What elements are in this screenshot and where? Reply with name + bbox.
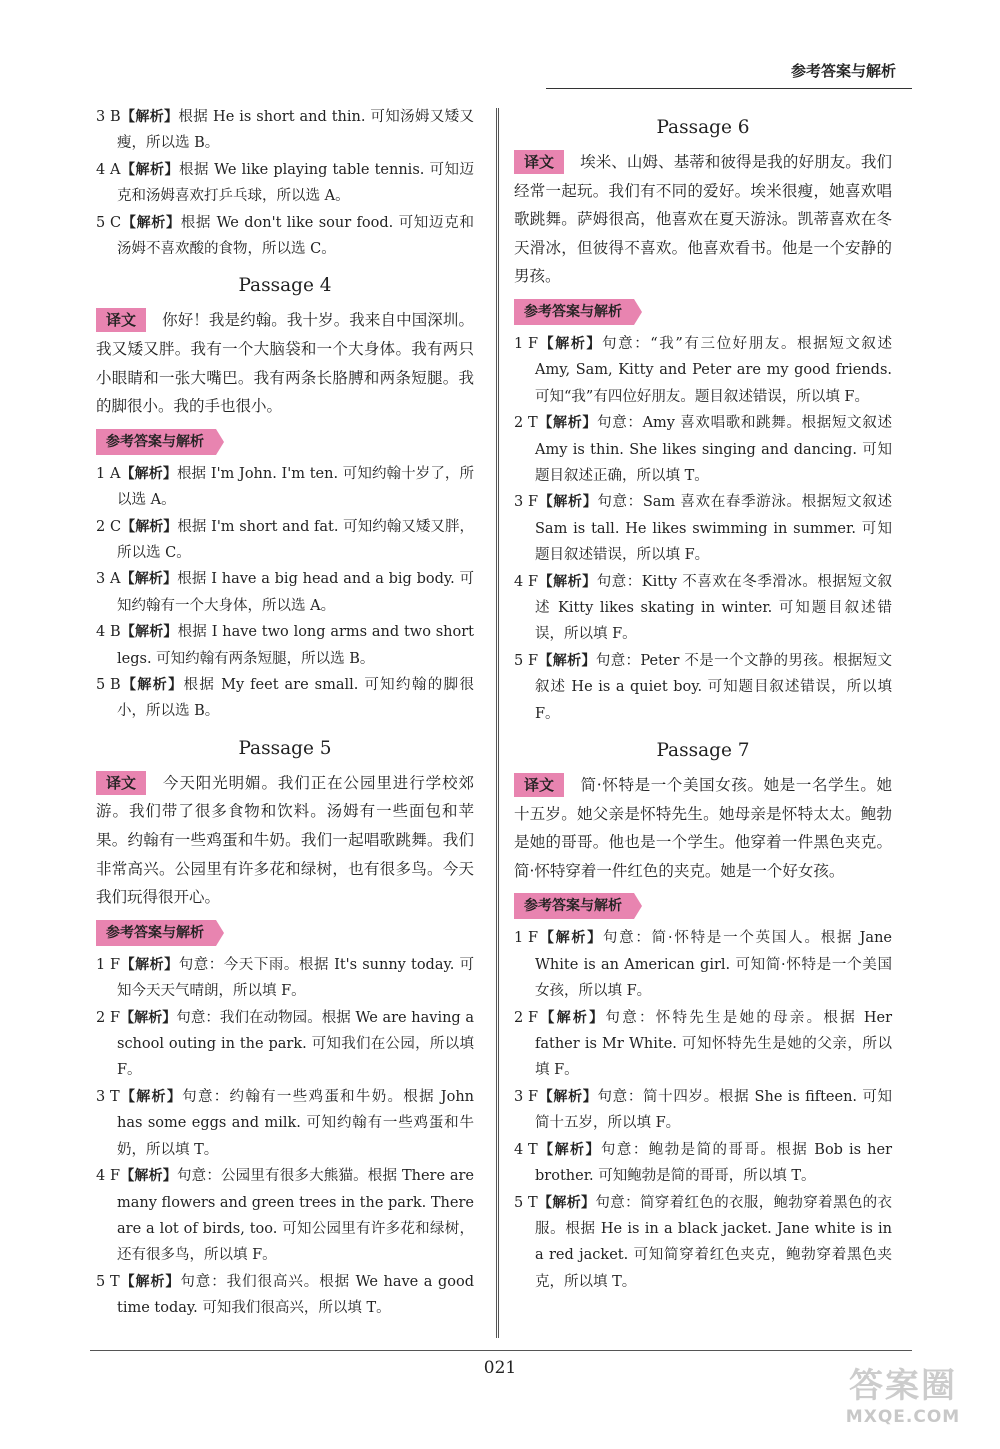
analysis-tag: 【解析】 [537, 1141, 601, 1158]
answer-item [514, 925, 892, 1004]
answers-section-badge: 参考答案与解析 [96, 920, 216, 946]
answer-text: 根据 I have two long arms and two short legs. 可知约翰有两条短腿，所以选 B。 [117, 624, 474, 667]
right-column [514, 104, 892, 1295]
analysis-tag: 【解析】 [119, 1273, 181, 1290]
item-number: 4 [96, 624, 106, 641]
answer-item [96, 461, 474, 514]
translation-text: 今天阳光明媚。我们正在公园里进行学校郊游。我们带了很多食物和饮料。汤姆有一些面包和苹果。约翰有一些鸡蛋和牛奶。我们一起唱歌跳舞。我们非常高兴。公园里有许多花和绿树，也有很多鸟。今天我们玩得很开心。 [96, 773, 474, 907]
answer-text: 句意：Sam 喜欢在春季游泳。根据短文叙述 Sam is tall. He likes swimming in summer. 可知题目叙述错误，所以填 F。 [535, 494, 892, 564]
translation-paragraph [514, 148, 892, 291]
item-number: 3 [96, 1088, 106, 1105]
answer-letter: T [528, 1141, 538, 1158]
answer-text: 句意：简十四岁。根据 She is fifteen. 可知简十五岁，所以填 F。 [535, 1088, 893, 1132]
item-number: 4 [514, 1141, 524, 1158]
answer-letter: F [110, 1009, 121, 1026]
answer-letter: T [110, 1088, 120, 1105]
translation-text: 埃米、山姆、基蒂和彼得是我的好朋友。我们经常一起玩。我们有不同的爱好。埃米很瘦，她喜欢唱歌跳舞。萨姆很高，他喜欢在夏天游泳。凯蒂喜欢在冬天滑冰，但彼得不喜欢。他喜欢看书。他是一个安静的男孩。 [514, 153, 892, 286]
item-number: 3 [96, 109, 106, 125]
analysis-tag: 【解析】 [120, 1168, 177, 1185]
answer-letter: F [528, 335, 539, 352]
analysis-tag: 【解析】 [538, 335, 603, 352]
answer-text: 句意：我们在动物园。根据 We are having a school outing in the park. 可知我们在公园，所以填 F。 [117, 1009, 474, 1079]
answer-letter: A [110, 161, 121, 178]
item-number: 5 [514, 1194, 524, 1211]
answer-item [514, 1137, 892, 1190]
answer-letter: A [110, 465, 121, 482]
watermark-mark: 答案圈 [849, 1366, 957, 1406]
item-number: 2 [514, 415, 524, 432]
item-number: 3 [514, 1088, 524, 1105]
item-number: 5 [96, 677, 106, 694]
answer-letter: F [528, 1009, 539, 1026]
passage-title: Passage 5 [238, 737, 332, 759]
answer-letter: T [528, 415, 538, 432]
answer-item [96, 1269, 474, 1322]
item-number: 4 [514, 573, 524, 590]
analysis-tag: 【解析】 [537, 1194, 596, 1211]
answer-text: 句意：简穿着红色的衣服，鲍勃穿着黑色的衣服。根据 He is in a black jacket. Jane white is in a red jacket. 可知简穿着红色夹克，鲍勃穿着黑色夹克，所以填 T。 [535, 1194, 893, 1290]
answer-item [96, 157, 474, 210]
item-number: 5 [96, 214, 106, 231]
answer-text: 根据 I'm John. I'm ten. 可知约翰十岁了，所以选 A。 [117, 465, 475, 509]
answer-letter: F [528, 494, 539, 511]
answer-item [96, 566, 474, 619]
answer-text: 根据 We don't like sour food. 可知迈克和汤姆不喜欢酸的食物，所以选 C。 [117, 214, 475, 258]
watermark-url: MXQE.COM [845, 1407, 961, 1427]
analysis-tag: 【解析】 [538, 1088, 598, 1105]
item-number: 4 [96, 1168, 106, 1185]
translation-badge: 译文 [514, 150, 564, 174]
answer-item [514, 1190, 892, 1296]
answer-letter: F [528, 1088, 539, 1105]
analysis-tag: 【解析】 [121, 214, 181, 231]
translation-badge: 译文 [514, 773, 564, 797]
answer-text: 句意：怀特先生是她的母亲。根据 Her father is Mr White. 可知怀特先生是她的父亲，所以填 F。 [535, 1009, 893, 1079]
answer-item [96, 952, 474, 1005]
answer-letter: F [528, 573, 539, 590]
answer-item [96, 104, 474, 157]
item-number: 2 [96, 518, 106, 535]
header-rule [546, 88, 912, 89]
answer-letter: T [110, 1273, 120, 1290]
answer-letter: C [110, 214, 122, 231]
answers-section-badge: 参考答案与解析 [96, 429, 216, 455]
footer-rule [90, 1350, 912, 1351]
analysis-tag: 【解析】 [120, 677, 184, 694]
answer-item [96, 210, 474, 263]
analysis-tag: 【解析】 [538, 1009, 606, 1026]
left-column [96, 104, 474, 1322]
item-number: 1 [96, 956, 106, 973]
item-number: 3 [514, 494, 524, 511]
item-number: 1 [96, 465, 106, 482]
watermark-logo [828, 1365, 978, 1443]
analysis-tag: 【解析】 [537, 415, 598, 432]
answer-letter: A [110, 571, 121, 588]
answer-letter: B [110, 624, 121, 641]
answer-item [96, 1084, 474, 1163]
answer-item [96, 619, 474, 672]
passage-title: Passage 6 [656, 117, 750, 138]
answer-text: 句意：约翰有一些鸡蛋和牛奶。根据 John has some eggs and milk. 可知约翰有一些鸡蛋和牛奶，所以填 T。 [117, 1088, 475, 1158]
answers-section-badge: 参考答案与解析 [514, 893, 634, 919]
answer-letter: C [110, 518, 122, 535]
answer-letter: F [528, 930, 539, 947]
answer-text: 句意：鲍勃是简的哥哥。根据 Bob is her brother. 可知鲍勃是简的哥哥，所以填 T。 [535, 1141, 892, 1185]
analysis-tag: 【解析】 [121, 518, 178, 535]
answer-list [96, 952, 474, 1322]
translation-paragraph [514, 771, 892, 885]
answer-item [514, 1005, 892, 1084]
answer-item [514, 331, 892, 410]
answer-text: 句意：我们很高兴。根据 We have a good time today. 可知我们很高兴，所以填 T。 [117, 1273, 474, 1317]
passage-title: Passage 7 [656, 740, 750, 762]
item-number: 3 [96, 571, 106, 588]
analysis-tag: 【解析】 [538, 573, 597, 590]
answer-text: 根据 I have a big head and a big body. 可知约翰有一个大身体，所以选 A。 [117, 571, 474, 614]
answer-item [514, 648, 892, 727]
analysis-tag: 【解析】 [119, 1088, 183, 1105]
analysis-tag: 【解析】 [538, 652, 596, 669]
item-number: 2 [514, 1009, 524, 1026]
answer-letter: F [110, 1168, 121, 1185]
answer-list [514, 331, 892, 727]
analysis-tag: 【解析】 [120, 161, 180, 178]
item-number: 5 [96, 1273, 106, 1290]
item-number: 1 [514, 930, 524, 947]
answer-letter: B [110, 677, 121, 694]
analysis-tag: 【解析】 [120, 109, 179, 125]
analysis-tag: 【解析】 [120, 465, 177, 482]
translation-paragraph [96, 769, 474, 912]
column-divider [496, 108, 499, 1338]
translation-badge: 译文 [96, 771, 146, 795]
item-number: 4 [96, 161, 106, 178]
answer-item [96, 514, 474, 567]
item-number: 5 [514, 652, 524, 669]
answer-item [514, 1084, 892, 1137]
analysis-tag: 【解析】 [120, 956, 179, 973]
page-number: 021 [483, 1358, 517, 1378]
answer-text: 句意：简·怀特是一个英国人。根据 Jane White is an American girl. 可知简·怀特是一个美国女孩，所以填 F。 [535, 930, 892, 1000]
answer-text: 句意：今天下雨。根据 It's sunny today. 可知今天天气晴朗，所以填 F。 [117, 956, 474, 1000]
answer-item [514, 569, 892, 648]
answer-letter: B [110, 109, 121, 125]
answer-text: 句意：Kitty 不喜欢在冬季滑冰。根据短文叙述 Kitty likes skating in winter. 可知题目叙述错误，所以填 F。 [535, 573, 892, 643]
analysis-tag: 【解析】 [120, 624, 178, 641]
answer-text: 句意：Amy 喜欢唱歌和跳舞。根据短文叙述 Amy is thin. She likes singing and dancing. 可知题目叙述正确，所以填 T。 [535, 415, 893, 484]
answer-text: 根据 He is short and thin. 可知汤姆又矮又瘦，所以选 B。 [117, 109, 475, 152]
page-header-title: 参考答案与解析 [790, 62, 896, 80]
analysis-tag: 【解析】 [538, 494, 598, 511]
answer-letter: F [528, 652, 539, 669]
answer-text: 根据 I'm short and fat. 可知约翰又矮又胖，所以选 C。 [117, 518, 475, 562]
translation-paragraph [96, 306, 474, 420]
item-number: 1 [514, 335, 524, 352]
answer-text: 根据 My feet are small. 可知约翰的脚很小，所以选 B。 [117, 677, 474, 720]
answers-section-badge: 参考答案与解析 [514, 299, 634, 325]
answer-letter: F [110, 956, 121, 973]
item-number: 2 [96, 1009, 106, 1026]
passage-title: Passage 4 [238, 275, 332, 297]
answer-item [514, 410, 892, 489]
answer-item [96, 672, 474, 725]
answer-text: 句意：公园里有很多大熊猫。根据 There are many flowers and green trees in the park. There are a lot of birds, too. 可知公园里有许多花和绿树，还有很多鸟，所以填 F。 [117, 1168, 475, 1264]
analysis-tag: 【解析】 [120, 1009, 177, 1026]
answer-item [514, 489, 892, 568]
answer-text: 句意：Peter 不是一个文静的男孩。根据短文叙述 He is a quiet boy. 可知题目叙述错误，所以填 F。 [535, 652, 893, 722]
answer-list [96, 104, 474, 262]
answer-letter: T [528, 1194, 538, 1211]
translation-text: 简·怀特是一个美国女孩。她是一名学生。她十五岁。她父亲是怀特先生。她母亲是怀特太太。鲍勃是她的哥哥。他也是一个学生。他穿着一件黑色夹克。简·怀特穿着一件红色的夹克。她是一个好女孩。 [514, 776, 892, 880]
analysis-tag: 【解析】 [538, 930, 603, 947]
answer-text: 句意：“我”有三位好朋友。根据短文叙述 Amy, Sam, Kitty and Peter are my good friends. 可知“我”有四位好朋友。题目叙述错误，所以填 F。 [535, 335, 893, 405]
analysis-tag: 【解析】 [120, 571, 178, 588]
answer-list [514, 925, 892, 1295]
translation-badge: 译文 [96, 308, 146, 332]
answer-item [96, 1005, 474, 1084]
answer-list [96, 461, 474, 725]
answer-item [96, 1163, 474, 1269]
answer-text: 根据 We like playing table tennis. 可知迈克和汤姆喜欢打乒乓球，所以选 A。 [117, 161, 475, 205]
translation-text: 你好！我是约翰。我十岁。我来自中国深圳。我又矮又胖。我有一个大脑袋和一个大身体。我有两只小眼睛和一张大嘴巴。我有两条长胳膊和两条短腿。我的脚很小。我的手也很小。 [96, 311, 474, 416]
